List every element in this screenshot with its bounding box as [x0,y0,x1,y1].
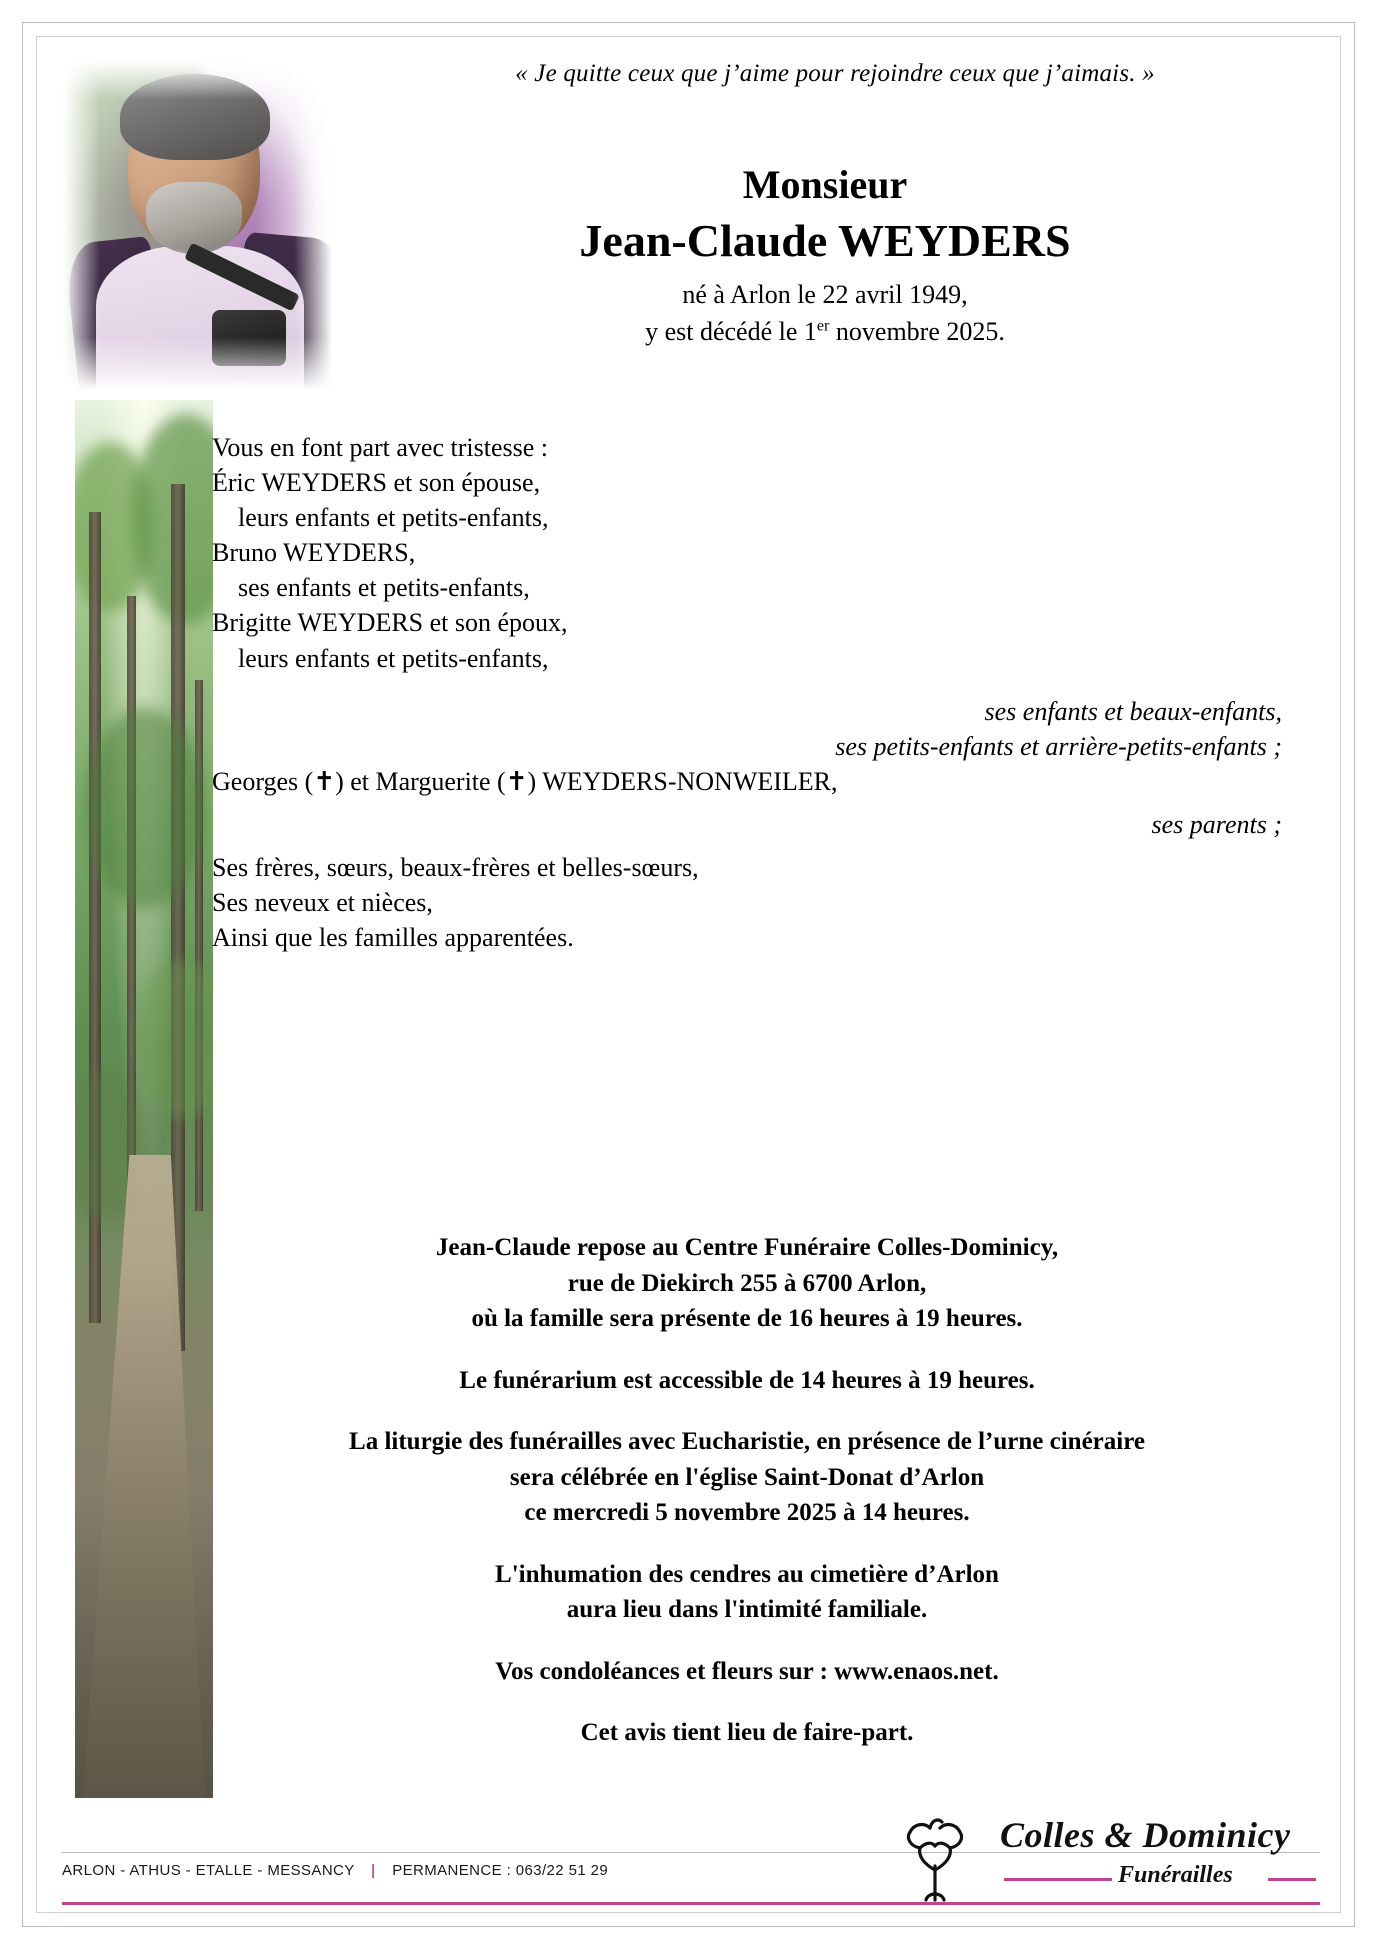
funerarium-paragraph [212,1363,1282,1399]
family-member-line: ses enfants et petits-enfants, [238,573,530,603]
ceremony-details [212,1230,1282,1751]
honorific: Monsieur [742,162,908,207]
portrait-photo [62,60,332,390]
inhumation-line: aura lieu dans l'intimité familiale. [566,1596,928,1623]
family-member-line: Bruno WEYDERS, [212,538,416,568]
family-member-line: Brigitte WEYDERS et son époux, [212,608,568,638]
brand-rule-left [1004,1878,1112,1881]
death-line-start: y est décédé le 1 [645,317,817,347]
inhumation-line: L'inhumation des cendres au cimetière d’Arlon [495,1560,999,1588]
footer-separator: | [371,1862,376,1879]
brand-subtitle: Funérailles [1118,1862,1233,1888]
relation-label-parents: ses parents ; [1151,809,1282,839]
memorial-quote: « Je quitte ceux que j’aime pour rejoindre ceux que j’aimais. » [515,60,1155,87]
repose-line: où la famille sera présente de 16 heures à 19 heures. [471,1305,1023,1332]
condolences-line: Vos condoléances et fleurs sur : www.enaos.net. [495,1657,999,1685]
brand-rule-right [1268,1878,1316,1881]
notice-line: Cet avis tient lieu de faire-part. [580,1719,914,1746]
forest-foliage [85,708,205,908]
spacer [212,799,1282,807]
family-member-line: leurs enfants et petits-enfants, [238,503,549,533]
forest-shadow [75,1267,213,1798]
deceased-name: Jean-Claude WEYDERS [579,215,1071,266]
liturgy-line: sera célébrée en l'église Saint-Donat d’Arlon [509,1463,985,1491]
family-member-line: Éric WEYDERS et son épouse, [212,468,541,498]
nephews-line: Ses neveux et nièces, [212,888,433,918]
spacer [212,842,1282,850]
liturgy-paragraph [212,1424,1282,1531]
death-ordinal: er [816,317,830,335]
tree-icon [880,1808,990,1904]
siblings-line: Ses frères, sœurs, beaux-frères et belles-sœurs, [212,853,699,883]
birth-line: né à Arlon le 22 avril 1949, [682,279,968,309]
relation-label-grandchildren: ses petits-enfants et arrière-petits-enfants ; [835,731,1282,761]
brand-name: Colles & Dominicy [1000,1815,1291,1855]
related-families-line: Ainsi que les familles apparentées. [212,923,574,953]
relation-label-children: ses enfants et beaux-enfants, [984,696,1282,726]
inhumation-paragraph [212,1557,1282,1628]
repose-line: rue de Diekirch 255 à 6700 Arlon, [567,1269,927,1297]
footer-contact [62,1862,608,1879]
family-announcement [212,430,1282,955]
funerarium-line: Le funérarium est accessible de 14 heures à 19 heures. [459,1366,1035,1394]
footer-permanence: PERMANENCE : 063/22 51 29 [392,1862,609,1879]
condolences-paragraph [212,1654,1282,1690]
death-line [360,313,1290,351]
family-member-line: leurs enfants et petits-enfants, [238,643,549,673]
liturgy-line: La liturgie des funérailles avec Eucharistie, en présence de l’urne cinéraire [349,1428,1145,1455]
liturgy-line: ce mercredi 5 novembre 2025 à 14 heures. [524,1499,970,1526]
parents-line: Georges (✝) et Marguerite (✝) WEYDERS-NONWEILER, [212,766,838,796]
portrait-vignette [62,60,332,390]
repose-line: Jean-Claude repose au Centre Funéraire Colles-Dominicy, [435,1234,1059,1261]
family-intro: Vous en font part avec tristesse : [212,433,548,462]
repose-paragraph [212,1230,1282,1337]
footer-cities: ARLON - ATHUS - ETALLE - MESSANCY [62,1862,355,1879]
spacer [212,676,1282,694]
deceased-title-block [360,160,1290,351]
forest-path-photo [75,400,213,1798]
footer-accent-rule [62,1902,1320,1905]
death-line-end: novembre 2025. [829,317,1005,347]
notice-paragraph [212,1715,1282,1751]
